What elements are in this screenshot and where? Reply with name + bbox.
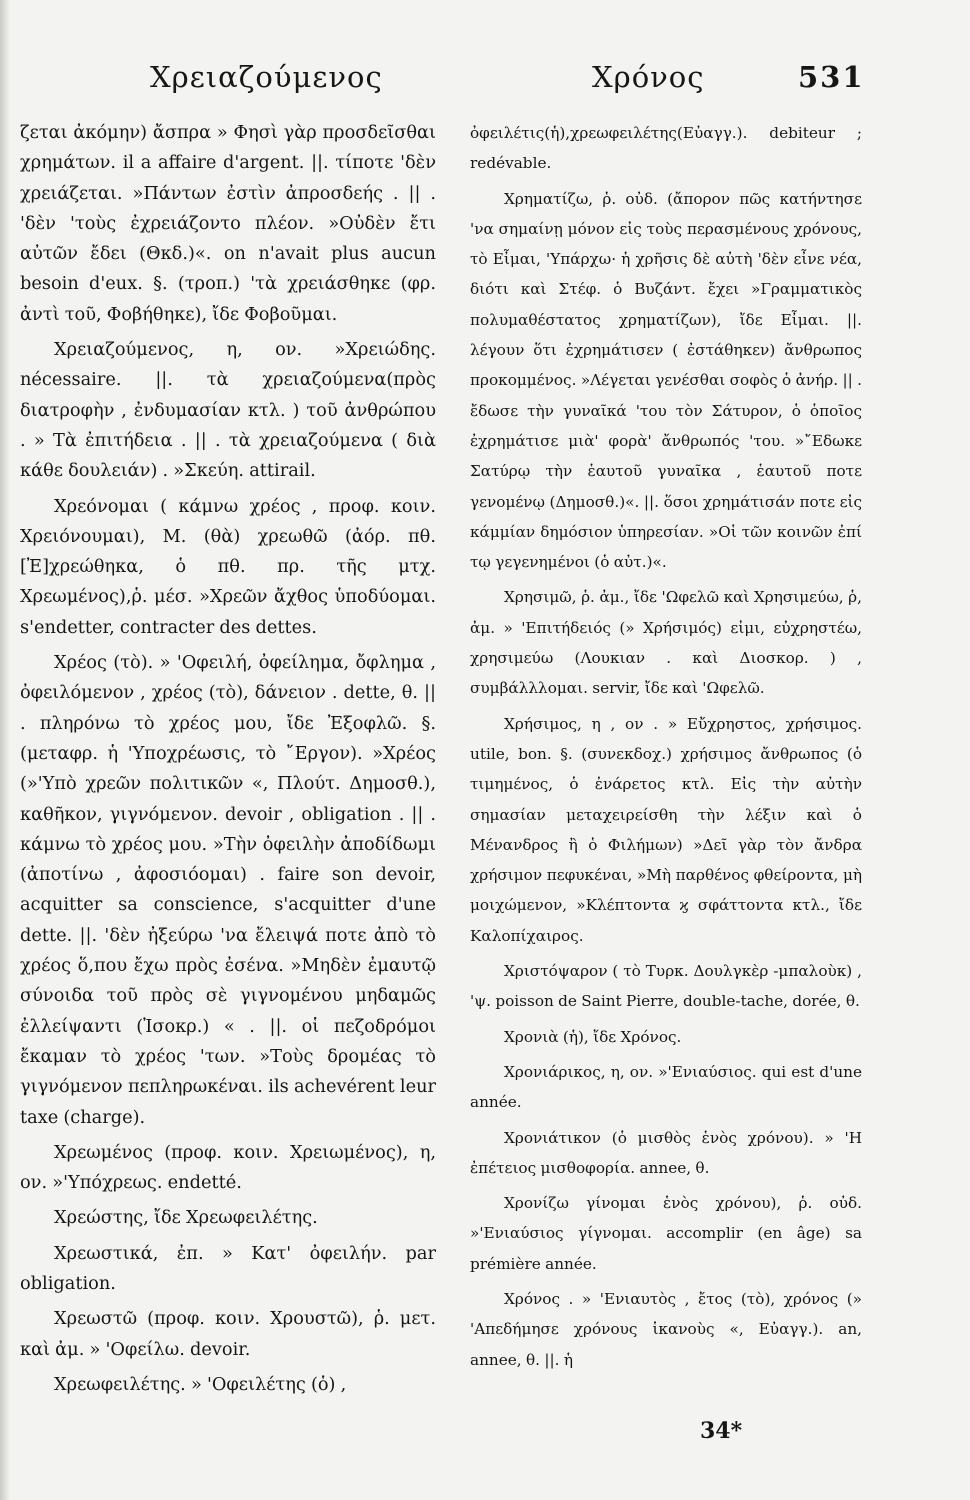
dictionary-entry: Χρονιάτικον (ὁ μισθὸς ἑνὸς χρόνου). » 'Η ἐπέτειος μισθοφορία. annee, θ. xyxy=(470,1128,862,1177)
dictionary-entry: Χρόνος . » 'Ενιαυτὸς , ἔτος (τὸ), χρόνος (» 'Απεδήμησε χρόνους ἱκανοὺς «, Εὐαγγ.). an, annee, θ. ||. ἡ xyxy=(470,1289,862,1369)
dictionary-entry: Χρεωφειλέτης. » 'Οφειλέτης (ὁ) , xyxy=(54,1374,347,1395)
left-headword: Χρειαζούμενος xyxy=(150,60,383,94)
dictionary-entry: Χρέος (τὸ). » 'Οφειλή, ὀφείλημα, ὄφλημα , ὀφειλόμενον , χρέος (τὸ), δάνειον . dette, θ. || . πληρόνω τὸ χρέος μου, ἴδε Ἐξοφλῶ. §. (μεταφρ. ἡ 'Υποχρέωσις, τὸ ῎Εργον). »Χρέος (»'Υπὸ χρεῶν πολιτικῶν «, Πλούτ. Δημοσθ.), καθῆκον, γιγνόμενον. devoir , obligation . || . κάμνω τὸ χρέος μου. »Τὴν ὀφειλὴν ἀποδίδωμι (ἀποτίνω , ἀφοσιόομαι) . faire son devoir, acquitter sa conscience, s'acquitter d'une dette. ||. 'δὲν ἠξεύρω 'να ἔλειψά ποτε ἀπὸ τὸ χρέος ὅ,που ἔχω πρὸς ἐσένα. »Μηδὲν ἐμαυτῷ σύνοιδα τοῦ πρὸς σὲ γιγνομένου μηδαμῶς ἐλλείψαντι (Ἰσοκρ.) « . ||. οἱ πεζοδρόμοι ἔκαμαν τὸ χρέος 'των. »Τοὺς δρομέας τὸ γιγνόμενον πεπληρωκέναι. ils achevérent leur taxe (charge). xyxy=(20,653,436,1128)
dictionary-entry: ὀφειλέτις(ἡ),χρεωφειλέτης(Εὐαγγ.). debiteur ; redévable. xyxy=(470,124,862,173)
running-header xyxy=(0,60,970,110)
dictionary-entry: Χρήσιμος, η , ον . » Εὔχρηστος, χρήσιμος. utile, bon. §. (συνεκδοχ.) χρήσιμος ἄνθρωπος (ὁ τιμημένος, ὁ ἐνάρετος κτλ. Εἰς τὴν αὐτὴν σημασίαν μεταχειρείσθη τὴν λέξιν καὶ ὁ Μένανδρος ἢ ὁ Φιλήμων) »Δεῖ γὰρ τὸν ἄνδρα χρήσιμον πεφυκέναι, »Μὴ παρθένος φθείροντα, μὴ μοιχώμενον, »Κλέπτοντα ϗ σφάττοντα κτλ., ἴδε Καλοπίχαιρος. xyxy=(470,714,862,945)
dictionary-entry: Χρηματίζω, ῥ. οὐδ. (ἄπορον πῶς κατήντησε 'να σημαίνῃ μόνον εἰς τοὺς περασμένους χρόνους, τὸ Εἶμαι, 'Υπάρχω· ἡ χρῆσις δὲ αὐτὴ 'δὲν εἶνε νέα, διότι καὶ Στέφ. ὁ Βυζάντ. ἔχει »Γραμματικὸς πολυμαθέστατος χρηματίζων), ἴδε Εἶμαι. ||. λέγουν ὅτι ἐχρημάτισεν ( ἐστάθηκεν) ἄνθρωπος προκομμένος. »Λέγεται γενέσθαι σοφὸς ὁ ἀνήρ. || . ἔδωσε τὴν γυναῖκά 'του τὸν Σάτυρον, ὁ ὁποῖος ἐχρημάτισε μιὰ' φορὰ' ἄνθρωπός 'του. »῎Εδωκε Σατύρῳ τὴν ἑαυτοῦ γυναῖκα , ἑαυτοῦ ποτε γενομένῳ (Δημοσθ.)«. ||. ὅσοι χρημάτισάν ποτε εἰς κάμμίαν δημόσιον ὑπηρεσίαν. »Οἱ τῶν κοινῶν ἐπί τῳ γεγενημένοι (ὁ αὐτ.)«. xyxy=(470,189,862,572)
dictionary-entry: Χρεόνομαι ( κάμνω χρέος , προφ. κοιν. Χρειόνουμαι), Μ. (θὰ) χρεωθῶ (ἀόρ. πθ. [Ἐ]χρεώθηκα, ὁ πθ. πρ. τῆς μτχ. Χρεωμένος),ῥ. μέσ. »Χρεῶν ἄχθος ὑποδύομαι. s'endetter, contracter des dettes. xyxy=(20,496,436,638)
dictionary-entry: Χρεωστῶ (προφ. κοιν. Χρουστῶ), ῥ. μετ. καὶ ἀμ. » 'Οφείλω. devoir. xyxy=(20,1309,436,1360)
dictionary-entry: Χρονίζω γίνομαι ἑνὸς χρόνου), ῥ. οὐδ. »'Ενιαύσιος γίγνομαι. accomplir (en âge) sa prémière année. xyxy=(470,1194,862,1273)
left-column xyxy=(20,118,436,1405)
right-headword: Χρόνος xyxy=(592,60,705,94)
dictionary-entry: Χριστόψαρον ( τὸ Τυρκ. Δουλγκὲρ -μπαλοὺκ) , 'ψ. poisson de Saint Pierre, double-tache, dorée, θ. xyxy=(470,962,862,1011)
dictionary-entry: Χρεωστικά, ἐπ. » Κατ' ὀφειλήν. par obligation. xyxy=(20,1243,436,1294)
page-gutter-shadow xyxy=(0,0,10,1500)
signature-mark: 34* xyxy=(700,1418,743,1444)
dictionary-entry: Χρονιὰ (ἡ), ἴδε Χρόνος. xyxy=(504,1027,682,1046)
dictionary-entry: ζεται ἀκόμην) ἄσπρα » Φησὶ γὰρ προσδεῖσθαι χρημάτων. il a affaire d'argent. ||. τίποτε 'δὲν χρειάζεται. »Πάντων ἐστὶν ἀπροσδεής . || . 'δὲν 'τοὺς ἐχρειάζοντο πλέον. »Οὐδὲν ἔτι αὐτῶν ἔδει (Θκδ.)«. on n'avait plus aucun besoin d'eux. §. (τροπ.) 'τὰ χρειάσθηκε (φρ. ἀντὶ τοῦ, Φοβήθηκε), ἴδε Φοβοῦμαι. xyxy=(20,123,436,325)
dictionary-entry: Χρησιμῶ, ῥ. ἀμ., ἴδε 'Ωφελῶ καὶ Χρησιμεύω, ῥ, ἀμ. » 'Επιτήδειός (» Χρήσιμός) εἰμι, εὐχρηστέω, χρησιμεύω (Λουκιαν . καὶ Διοσκορ. ) , συμβάλλλομαι. servir, ἴδε καὶ 'Ωφελῶ. xyxy=(470,588,862,698)
dictionary-entry: Χρειαζούμενος, η, ον. »Χρειώδης. nécessaire. ||. τὰ χρειαζούμενα(πρὸς διατροφὴν , ἐνδυμασίαν κτλ. ) τοῦ ἀνθρώπου . » Τὰ ἐπιτήδεια . || . τὰ χρειαζούμενα ( διὰ κάθε δουλειάν) . »Σκεύη. attirail. xyxy=(20,340,436,482)
dictionary-entry: Χρεώστης, ἴδε Χρεωφειλέτης. xyxy=(54,1208,318,1229)
dictionary-entry: Χρεωμένος (προφ. κοιν. Χρειωμένος), η, ον. »'Υπόχρεως. endetté. xyxy=(20,1142,436,1194)
page-number: 531 xyxy=(798,60,865,94)
right-column xyxy=(470,118,862,1380)
dictionary-entry: Χρονιάρικος, η, ον. »'Ενιαύσιος. qui est d'une année. xyxy=(470,1062,862,1112)
